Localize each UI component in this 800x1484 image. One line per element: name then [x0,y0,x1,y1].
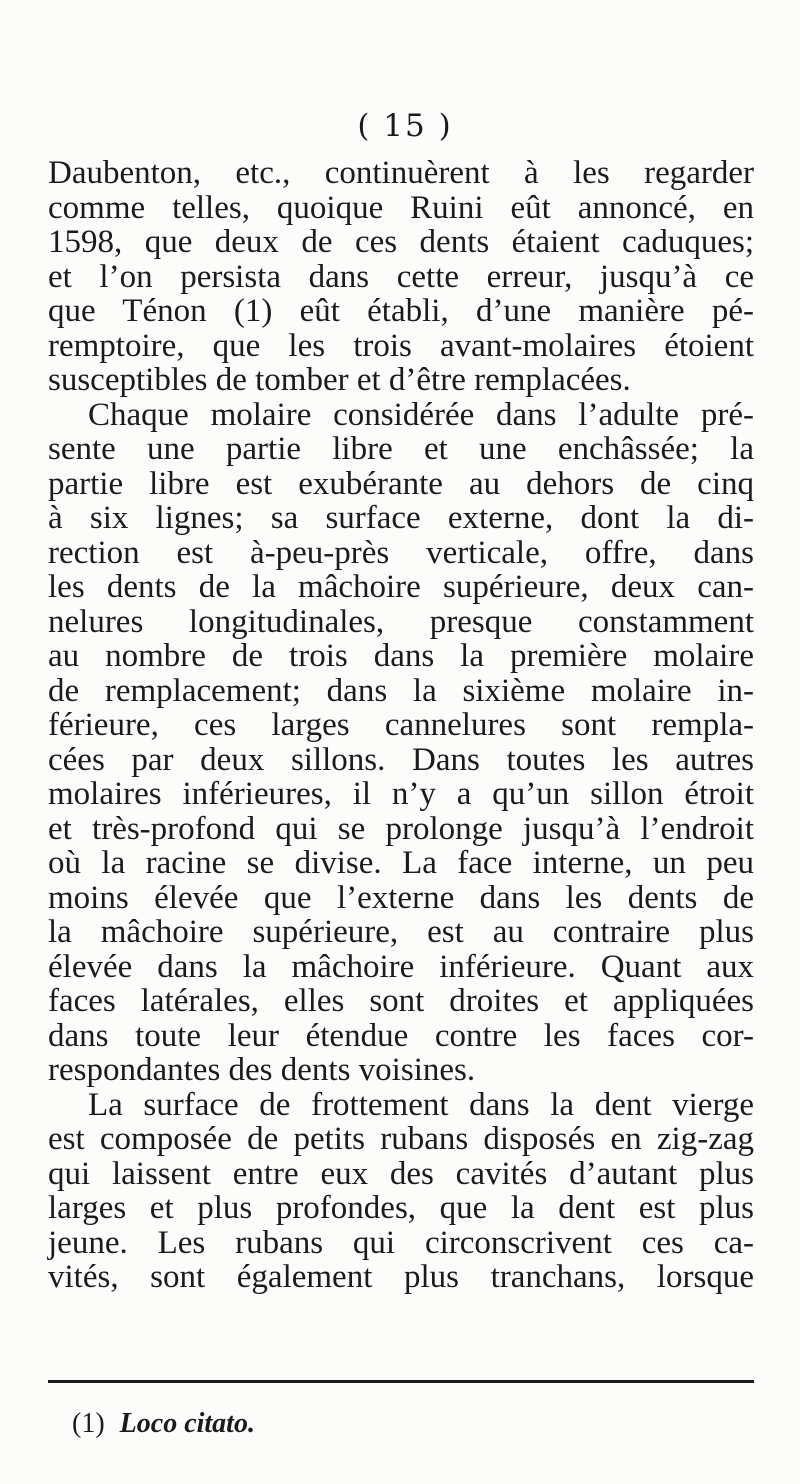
text-line: larges et plus profondes, que la dent est plus [48,1190,754,1226]
text-line: vités, sont également plus tranchans, lorsque [48,1259,754,1295]
footnote-text: Loco citato. [119,1408,255,1439]
text-line: et très-profond qui se prolonge jusqu’à l’endroit [48,810,754,847]
text-line: de remplacement; dans la sixième molaire in- [48,672,754,709]
text-line: faces latérales, elles sont droites et appliquées [48,983,754,1019]
text-line: Chaque molaire considérée dans l’adulte pré- [88,396,754,433]
text-line: respondantes des dents voisines. [48,1052,476,1088]
text-line: dans toute leur étendue contre les faces cor- [48,1017,754,1054]
text-line: où la racine se divise. La face interne, un peu [48,845,754,881]
text-line: est composée de petits rubans disposés en zig-zag [48,1121,754,1157]
text-line: rection est à-peu-près verticale, offre, dans [48,534,754,571]
text-line: qui laissent entre eux des cavités d’autant plus [48,1155,754,1192]
text-line: sente une partie libre et une enchâssée; la [48,431,754,467]
text-line: Daubenton, etc., continuèrent à les regarder [48,155,754,191]
text-line: cées par deux sillons. Dans toutes les autres [48,741,754,778]
text-line: La surface de frottement dans la dent vierge [88,1086,754,1123]
footnote [72,1408,255,1440]
text-line: partie libre est exubérante au dehors de cinq [48,465,754,502]
footnote-divider [48,1380,754,1383]
text-line: les dents de la mâchoire supérieure, deux can- [48,569,754,605]
text-line: moins élevée que l’externe dans les dents de [48,879,754,916]
text-line: remptoire, que les trois avant-molaires étoient [48,327,754,364]
text-line: nelures longitudinales, presque constamment [48,603,754,640]
text-line: la mâchoire supérieure, est au contraire plus [48,914,754,950]
text-line: élevée dans la mâchoire inférieure. Quant aux [48,948,754,985]
text-line: molaires inférieures, il n’y a qu’un sillon étroit [48,776,754,812]
text-line: comme telles, quoique Ruini eût annoncé, en [48,189,754,226]
text-line: 1598, que deux de ces dents étaient caduques; [48,224,754,260]
text-line: jeune. Les rubans qui circonscrivent ces ca- [48,1224,754,1261]
page-number: ( 15 ) [357,108,453,144]
text-line: au nombre de trois dans la première molaire [48,638,754,674]
footnote-marker: (1) [72,1408,105,1439]
text-line: férieure, ces larges cannelures sont rempla- [48,707,754,743]
text-line: et l’on persista dans cette erreur, jusqu’à ce [48,258,754,295]
text-line: susceptibles de tomber et d’être remplacées. [48,362,631,398]
text-line: que Ténon (1) eût établi, d’une manière pé- [48,293,754,329]
body-text [48,156,754,1295]
text-line: à six lignes; sa surface externe, dont la di- [48,500,754,536]
